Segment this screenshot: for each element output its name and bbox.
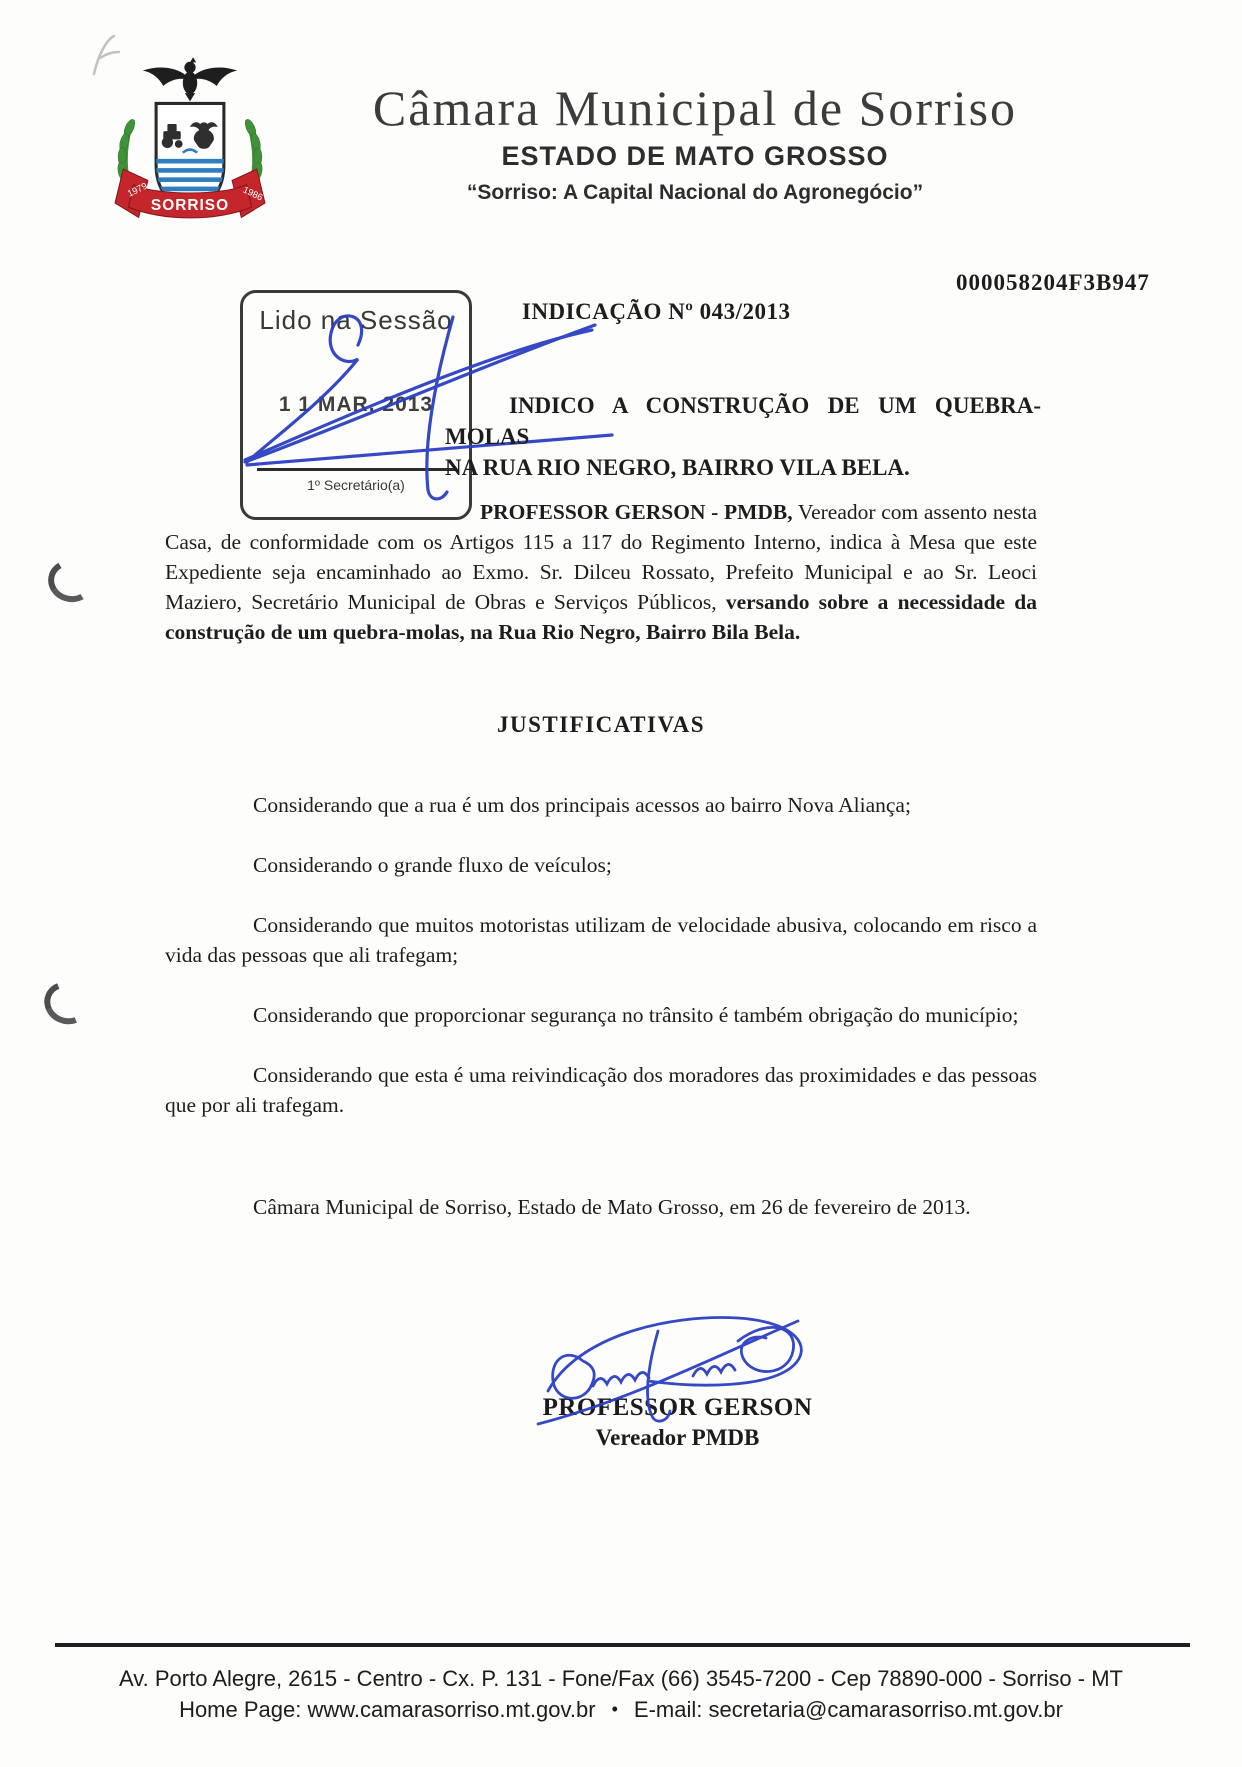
- stamp-date: 1 1 MAR. 2013: [278, 393, 434, 416]
- justification-item: Considerando que a rua é um dos principais acessos ao bairro Nova Aliança;: [253, 793, 911, 817]
- document-subject: [445, 390, 1041, 483]
- session-stamp: [240, 290, 472, 520]
- footer-divider: [55, 1643, 1190, 1647]
- stamp-signature-line: [257, 468, 455, 471]
- intro-closing-bold: versando sobre a necessidade da construção de um quebra-molas, na Rua Rio Negro, Bairro Bila Bela.: [165, 590, 1037, 644]
- footer-homepage: Home Page: www.camarasorriso.mt.gov.br: [179, 1697, 596, 1722]
- signer-role: Vereador PMDB: [595, 1425, 760, 1450]
- footer-email: E-mail: secretaria@camarasorriso.mt.gov.br: [633, 1697, 1063, 1722]
- signature-block: [490, 1312, 865, 1451]
- signer-name: PROFESSOR GERSON: [542, 1394, 813, 1421]
- footer-contacts: [0, 1697, 1242, 1723]
- hole-punch-mark: [38, 975, 96, 1031]
- org-motto: “Sorriso: A Capital Nacional do Agronegócio”: [466, 180, 924, 204]
- ribbon-city-name: SORRISO: [150, 197, 230, 215]
- protocol-number: 000058204F3B947: [956, 270, 1150, 295]
- coat-of-arms-logo: [92, 50, 288, 240]
- justification-item: Considerando que proporcionar segurança no trânsito é também obrigação do município;: [253, 1003, 1019, 1027]
- dateline: Câmara Municipal de Sorriso, Estado de Mato Grosso, em 26 de fevereiro de 2013.: [253, 1195, 971, 1219]
- org-title: Câmara Municipal de Sorriso: [372, 80, 1018, 136]
- justification-item: Considerando que muitos motoristas utilizam de velocidade abusiva, colocando em risco a vida das pessoas que ali trafegam;: [165, 913, 1037, 967]
- subject-line-2: NA RUA RIO NEGRO, BAIRRO VILA BELA.: [445, 455, 910, 480]
- org-state: ESTADO DE MATO GROSSO: [501, 140, 889, 171]
- subject-line-1: INDICO A CONSTRUÇÃO DE UM QUEBRA-MOLAS: [445, 393, 1041, 449]
- justification-item: Considerando o grande fluxo de veículos;: [253, 853, 612, 877]
- justifications-list: [165, 790, 1037, 1150]
- footer-address: Av. Porto Alegre, 2615 - Centro - Cx. P. 131 - Fone/Fax (66) 3545-7200 - Cep 78890-000 - Sorriso - MT: [119, 1666, 1123, 1691]
- intro-paragraph: [165, 497, 1037, 647]
- ribbon-year-right: 1986: [241, 184, 265, 203]
- ribbon-year-left: 1979: [125, 180, 149, 199]
- author-name-bold: PROFESSOR GERSON - PMDB,: [480, 500, 793, 524]
- stamp-signer-label: 1º Secretário(a): [307, 477, 405, 493]
- coat-of-arms-graphic: [92, 50, 288, 240]
- hole-punch-mark: [44, 555, 99, 607]
- justification-item: Considerando que esta é uma reivindicação dos moradores das proximidades e das pessoas que por ali trafegam.: [165, 1063, 1037, 1117]
- eagle-crest: [143, 57, 237, 101]
- stamp-title: Lido na Sessão: [259, 305, 453, 335]
- document-number: INDICAÇÃO Nº 043/2013: [522, 299, 791, 324]
- justifications-heading: JUSTIFICATIVAS: [496, 712, 706, 737]
- letterhead: [290, 82, 1100, 205]
- footer-bullet: •: [611, 1699, 618, 1719]
- intro-text: Vereador com assento nesta Casa, de conformidade com os Artigos 115 a 117 do Regimento Interno, indica à Mesa que este Expediente seja encaminhado ao Exmo. Sr. Dilceu Rossato, Prefeito Municipal e ao Sr. Leoci Maziero, Secretário Municipal de Obras e Serviços Públicos,: [165, 500, 1038, 614]
